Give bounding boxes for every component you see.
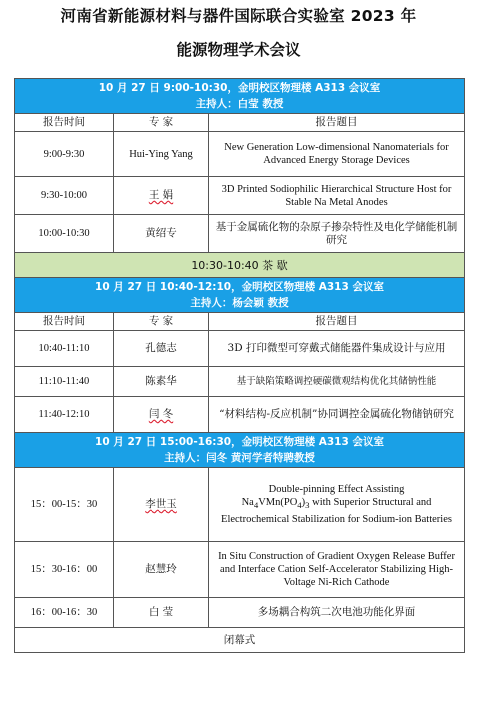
talk-row <box>15 331 465 367</box>
column-header-topic: 报告题目 <box>209 114 465 132</box>
talk-topic <box>209 468 465 542</box>
column-header-time: 报告时间 <box>15 114 114 132</box>
talk-time: 9:00-9:30 <box>15 132 114 177</box>
talk-time: 10:40-11:10 <box>15 331 114 367</box>
talk-speaker: Hui-Ying Yang <box>114 132 209 177</box>
talk-topic: 3D Printed Sodiophilic Hierarchical Structure Host for Stable Na Metal Anodes <box>209 177 465 215</box>
session-header <box>15 433 465 468</box>
talk-row <box>15 468 465 542</box>
talk-time: 11:40-12:10 <box>15 397 114 433</box>
document-subtitle: 能源物理学术会议 <box>176 41 301 59</box>
schedule-table <box>14 78 465 653</box>
talk-speaker-name: 李世玉 <box>145 498 177 510</box>
talk-time: 11:10-11:40 <box>15 367 114 397</box>
formula-paren: ) <box>301 497 306 509</box>
column-header-speaker: 专 家 <box>114 313 209 331</box>
talk-speaker: 赵慧玲 <box>114 542 209 598</box>
talk-speaker: 白 莹 <box>114 598 209 628</box>
talk-speaker-name: 闫 冬 <box>148 408 174 420</box>
talk-topic: In Situ Construction of Gradient Oxygen Release Buffer and Interface Cation Self-Accelerator Stabilizing High-Voltage Ni-Rich Cathode <box>209 542 465 598</box>
session-header <box>15 79 465 114</box>
talk-time: 10:00-10:30 <box>15 215 114 253</box>
talk-row <box>15 367 465 397</box>
document-title: 河南省新能源材料与器件国际联合实验室 2023 年 <box>60 7 417 25</box>
talk-row <box>15 542 465 598</box>
talk-topic: New Generation Low-dimensional Nanomaterials for Advanced Energy Storage Devices <box>209 132 465 177</box>
closing-row <box>15 628 465 653</box>
talk-row <box>15 132 465 177</box>
session-host: 主持人：闫冬 黄河学者特聘教授 <box>164 452 315 464</box>
talk-time: 15：30-16：00 <box>15 542 114 598</box>
break-label: 10:30-10:40 茶 歇 <box>15 253 465 278</box>
talk-speaker <box>114 177 209 215</box>
topic-part: with Superior Structural and Electrochemical Stabilization for Sodium-ion Batteries <box>221 497 452 525</box>
formula-vmn: VMn(PO <box>258 497 298 509</box>
column-header-speaker: 专 家 <box>114 114 209 132</box>
talk-topic: 基于金属硫化物的杂原子掺杂特性及电化学储能机制研究 <box>209 215 465 253</box>
session-time-location: 10 月 27 日 9:00-10:30，金明校区物理楼 A313 会议室 <box>98 82 381 94</box>
talk-topic: “材料结构-反应机制”协同调控金属硫化物储钠研究 <box>209 397 465 433</box>
closing-label: 闭幕式 <box>15 628 465 653</box>
talk-time: 9:30-10:00 <box>15 177 114 215</box>
topic-part: Double-pinning Effect Assisting <box>268 484 405 496</box>
formula-sub: 4 <box>297 500 302 511</box>
formula-na: Na <box>241 497 254 509</box>
talk-row <box>15 177 465 215</box>
talk-topic: 基于缺陷策略调控硬碳微观结构优化其储钠性能 <box>209 367 465 397</box>
column-header-topic: 报告题目 <box>209 313 465 331</box>
break-row <box>15 253 465 278</box>
formula-sub: 4 <box>253 500 259 511</box>
talk-topic: 3D 打印微型可穿戴式储能器件集成设计与应用 <box>209 331 465 367</box>
talk-time: 16：00-16：30 <box>15 598 114 628</box>
talk-speaker-name: 王 娟 <box>148 189 174 201</box>
talk-speaker: 陈素华 <box>114 367 209 397</box>
talk-speaker: 黄绍专 <box>114 215 209 253</box>
talk-time: 15：00-15：30 <box>15 468 114 542</box>
talk-row <box>15 215 465 253</box>
talk-speaker: 孔德志 <box>114 331 209 367</box>
talk-speaker <box>114 397 209 433</box>
column-header-row <box>15 114 465 132</box>
talk-speaker <box>114 468 209 542</box>
session-time-location: 10 月 27 日 15:00-16:30，金明校区物理楼 A313 会议室 <box>95 436 384 448</box>
talk-topic: 多场耦合构筑二次电池功能化界面 <box>209 598 465 628</box>
talk-row <box>15 598 465 628</box>
session-time-location: 10 月 27 日 10:40-12:10，金明校区物理楼 A313 会议室 <box>95 281 384 293</box>
column-header-time: 报告时间 <box>15 313 114 331</box>
session-host: 主持人：白莹 教授 <box>195 98 284 110</box>
session-header <box>15 278 465 313</box>
column-header-row <box>15 313 465 331</box>
formula-sub: 3 <box>305 500 310 511</box>
session-host: 主持人：杨会颖 教授 <box>190 297 289 309</box>
talk-row <box>15 397 465 433</box>
